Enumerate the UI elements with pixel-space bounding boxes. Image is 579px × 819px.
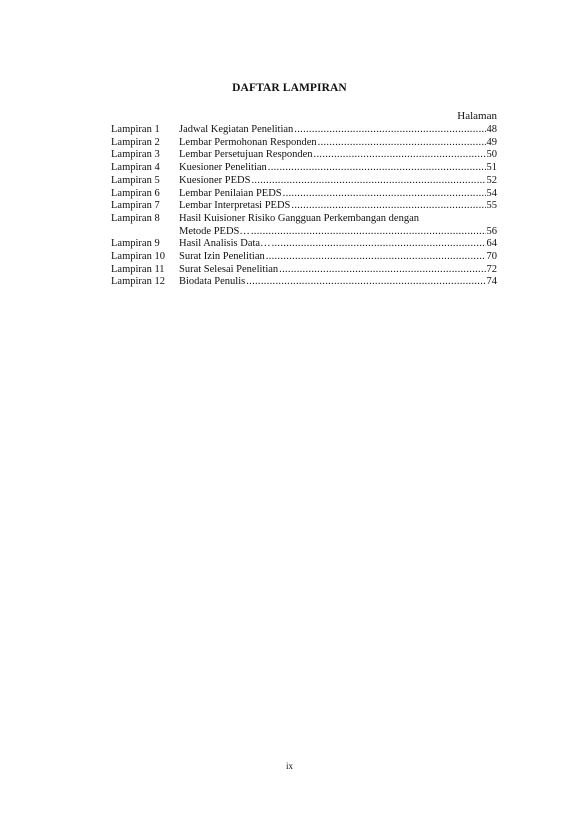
dot-leader: [318, 137, 486, 150]
appendix-number: Lampiran 12: [111, 276, 165, 288]
appendix-title: Hasil Analisis Data…: [179, 238, 271, 250]
appendix-title: Biodata Penulis: [179, 276, 246, 288]
appendix-page: 74: [486, 276, 497, 288]
appendix-page: 48: [486, 124, 497, 135]
dot-leader: [266, 251, 486, 264]
dot-leader: [272, 238, 486, 251]
list-item: [111, 175, 497, 188]
dot-leader: [251, 226, 486, 239]
appendix-title: Jadwal Kegiatan Penelitian: [179, 124, 294, 135]
list-item: [111, 276, 497, 289]
list-item: [111, 264, 497, 277]
dot-leader: [268, 162, 486, 175]
appendix-number: Lampiran 4: [111, 162, 160, 174]
appendix-number: Lampiran 5: [111, 174, 160, 186]
dot-leader: [251, 175, 485, 188]
appendix-page: 49: [486, 136, 497, 148]
page-title: DAFTAR LAMPIRAN: [232, 82, 347, 94]
list-item: [111, 149, 497, 162]
appendix-list: [111, 124, 497, 289]
list-item: [111, 200, 497, 213]
appendix-number: Lampiran 6: [111, 187, 160, 199]
dot-leader: [294, 124, 485, 137]
list-item: [111, 137, 497, 150]
appendix-number: Lampiran 11: [111, 263, 165, 275]
appendix-page: 51: [486, 162, 497, 174]
appendix-page: 54: [486, 187, 497, 199]
page-number: ix: [285, 761, 293, 771]
appendix-page: 72: [486, 263, 497, 275]
list-item: [111, 188, 497, 201]
appendix-title: Lembar Penilaian PEDS: [179, 187, 282, 199]
list-item: [111, 251, 497, 264]
list-item: [111, 238, 497, 251]
appendix-number: Lampiran 7: [111, 200, 160, 212]
appendix-number: Lampiran 2: [111, 136, 160, 148]
appendix-title: Lembar Persetujuan Responden: [179, 149, 313, 161]
appendix-number: Lampiran 9: [111, 238, 160, 250]
appendix-page: 50: [486, 149, 497, 161]
appendix-title: Kuesioner Penelitian: [179, 162, 267, 174]
appendix-page: 52: [486, 174, 497, 186]
list-item: [111, 124, 497, 137]
dot-leader: [279, 264, 485, 277]
dot-leader: [283, 188, 486, 201]
appendix-number: Lampiran 8: [111, 212, 160, 224]
appendix-title-continuation: Metode PEDS…: [179, 225, 250, 237]
list-item: [111, 213, 497, 226]
appendix-title: Surat Selesai Penelitian: [179, 263, 279, 275]
appendix-number: Lampiran 1: [111, 124, 160, 135]
appendix-title: Kuesioner PEDS: [179, 174, 251, 186]
appendix-page: 70: [486, 251, 497, 263]
appendix-title: Surat Izin Penelitian: [179, 251, 265, 263]
list-item: [111, 162, 497, 175]
list-item-continuation: [111, 226, 497, 239]
dot-leader: [246, 276, 485, 289]
appendix-title: Hasil Kuisioner Risiko Gangguan Perkembangan dengan: [179, 212, 419, 224]
appendix-page: 64: [486, 238, 497, 250]
appendix-title: Lembar Interpretasi PEDS: [179, 200, 291, 212]
appendix-page: 55: [486, 200, 497, 212]
appendix-number: Lampiran 10: [111, 251, 165, 263]
appendix-page: 56: [486, 225, 497, 237]
dot-leader: [291, 200, 485, 213]
appendix-title: Lembar Permohonan Responden: [179, 136, 317, 148]
page-column-label: Halaman: [457, 110, 497, 122]
appendix-number: Lampiran 3: [111, 149, 160, 161]
dot-leader: [314, 149, 486, 162]
